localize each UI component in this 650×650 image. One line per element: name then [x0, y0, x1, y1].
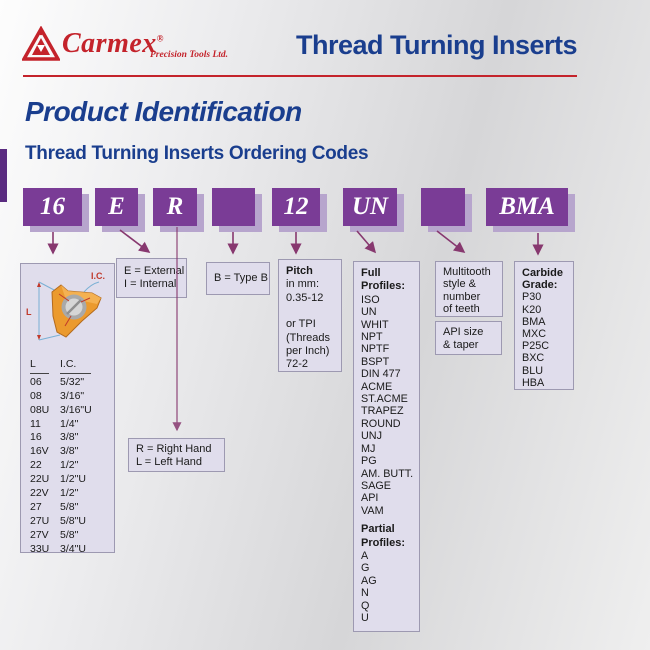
- table-cell: 22V: [30, 487, 49, 500]
- table-cell: 1/2"U: [60, 473, 86, 486]
- list-item: & taper: [443, 339, 479, 352]
- list-item: Q: [361, 599, 370, 612]
- profiles-box: [353, 261, 420, 632]
- list-item: of teeth: [443, 303, 480, 316]
- table-row: [30, 501, 114, 515]
- insert-drawing: [21, 264, 114, 350]
- hand-box: [128, 438, 225, 472]
- code-box-size: 16: [23, 188, 82, 226]
- arrow-external: [120, 230, 149, 252]
- table-cell: 22: [30, 459, 42, 472]
- list-item: [286, 305, 341, 318]
- list-item: E = External: [124, 265, 185, 277]
- code-box-grade: BMA: [486, 188, 568, 226]
- size-table-header: [30, 358, 114, 373]
- table-cell: 1/4": [60, 417, 79, 430]
- table-cell: 22U: [30, 473, 50, 486]
- left-accent-bar: [0, 149, 7, 202]
- list-item: BSPT: [361, 355, 390, 368]
- list-item: P25C: [522, 340, 550, 353]
- list-item: U: [361, 611, 369, 624]
- list-item: R = Right Hand: [136, 443, 212, 455]
- list-item: A: [361, 549, 369, 562]
- external-internal-box: [116, 258, 187, 298]
- table-row: [30, 376, 114, 390]
- list-item: API: [361, 492, 379, 505]
- table-cell: 11: [30, 417, 41, 430]
- list-item: per Inch): [286, 345, 330, 358]
- list-item: UN: [361, 306, 377, 319]
- list-item: I = Internal: [124, 278, 177, 291]
- carbide-grade-list: [522, 291, 573, 389]
- list-item: SAGE: [361, 479, 392, 492]
- table-cell: 1/2": [60, 487, 79, 500]
- table-row: [30, 404, 114, 418]
- table-row: [30, 418, 114, 432]
- list-item: HBA: [522, 376, 545, 389]
- list-item: style &: [443, 278, 477, 291]
- list-item: PG: [361, 455, 377, 468]
- code-box-type: [212, 188, 255, 226]
- col-header-l: L: [30, 358, 49, 373]
- multitooth-box: [435, 261, 503, 317]
- carbide-grade-box: [514, 261, 574, 390]
- table-row: [30, 473, 114, 487]
- list-item: MJ: [361, 442, 376, 455]
- table-row: [30, 543, 114, 557]
- table-row: [30, 459, 114, 473]
- list-item: or TPI: [286, 318, 316, 331]
- section-subtitle: Thread Turning Inserts Ordering Codes: [25, 143, 369, 164]
- partial-profiles-title: Partial Profiles:: [361, 523, 406, 549]
- list-item: ACME: [361, 380, 393, 393]
- list-item: BLU: [522, 364, 544, 377]
- list-item: number: [443, 290, 481, 303]
- registered-mark: ®: [156, 33, 165, 44]
- insert-size-box: [20, 263, 115, 553]
- pitch-title: Pitch: [286, 265, 313, 277]
- table-cell: 3/16"U: [60, 403, 92, 416]
- code-box-hand: R: [153, 188, 197, 226]
- table-cell: 06: [30, 375, 42, 388]
- table-cell: 33U: [30, 542, 50, 555]
- list-item: ISO: [361, 293, 380, 306]
- table-cell: 3/16": [60, 389, 85, 402]
- type-b-box: [206, 262, 270, 295]
- full-profiles-list: [361, 294, 419, 517]
- table-row: [30, 529, 114, 543]
- list-item: (Threads: [286, 331, 331, 344]
- table-row: [30, 431, 114, 445]
- size-table-body: [30, 376, 114, 557]
- pitch-box: [278, 259, 342, 372]
- table-cell: 27U: [30, 514, 50, 527]
- list-item: AG: [361, 574, 377, 587]
- table-row: [30, 515, 114, 529]
- list-item: NPTF: [361, 343, 390, 356]
- size-table: [30, 358, 114, 556]
- list-item: 72-2: [286, 358, 309, 371]
- list-item: MXC: [522, 328, 546, 341]
- table-cell: 1/2": [60, 459, 79, 472]
- table-cell: 08: [30, 389, 42, 402]
- table-cell: 5/8": [60, 500, 79, 513]
- list-item: WHIT: [361, 318, 389, 331]
- list-item: 0.35-12: [286, 291, 324, 304]
- col-header-ic: I.C.: [60, 358, 91, 373]
- table-cell: 3/4"U: [60, 542, 86, 555]
- list-item: ROUND: [361, 417, 401, 430]
- pitch-lines: [286, 278, 341, 371]
- list-item: BXC: [522, 352, 545, 365]
- code-box-external-internal: E: [95, 188, 138, 226]
- code-box-profile: UN: [343, 188, 397, 226]
- list-item: N: [361, 587, 369, 600]
- carbide-grade-title: Carbide Grade:: [522, 267, 563, 292]
- table-cell: 5/8"U: [60, 514, 86, 527]
- table-cell: 5/32": [60, 375, 85, 388]
- list-item: L = Left Hand: [136, 456, 202, 469]
- list-item: VAM: [361, 504, 384, 517]
- table-cell: 3/8": [60, 445, 79, 458]
- table-cell: 08U: [30, 403, 50, 416]
- list-item: BMA: [522, 315, 546, 328]
- table-cell: 27V: [30, 528, 49, 541]
- list-item: API size: [443, 326, 484, 338]
- list-item: in mm:: [286, 278, 319, 291]
- api-size-box: [435, 321, 502, 355]
- table-cell: 5/8": [60, 528, 79, 541]
- table-row: [30, 390, 114, 404]
- page-title: Thread Turning Inserts: [295, 30, 577, 60]
- list-item: Multitooth: [443, 266, 491, 278]
- carmex-triangle-logo-icon: [22, 26, 60, 64]
- header-divider: [23, 75, 577, 77]
- table-cell: 16V: [30, 445, 49, 458]
- code-box-pitch: 12: [272, 188, 320, 226]
- section-title: Product Identification: [25, 96, 302, 127]
- brand-suffix: Precision Tools Ltd.: [150, 50, 229, 60]
- arrow-profiles: [357, 231, 375, 252]
- code-box-multitooth: [421, 188, 465, 226]
- table-cell: 27: [30, 500, 42, 513]
- list-item: AM. BUTT.: [361, 467, 414, 480]
- table-row: [30, 487, 114, 501]
- l-dimension-label: L: [26, 307, 32, 317]
- list-item: P30: [522, 291, 542, 304]
- list-item: B = Type B: [214, 272, 268, 284]
- list-item: G: [361, 562, 370, 575]
- ic-dimension-label: I.C.: [91, 271, 106, 281]
- brand-wordmark: Carmex®: [62, 28, 165, 59]
- list-item: TRAPEZ: [361, 405, 404, 418]
- list-item: NPT: [361, 331, 383, 344]
- list-item: UNJ: [361, 430, 382, 443]
- list-item: K20: [522, 303, 542, 316]
- table-row: [30, 445, 114, 459]
- list-item: ST.ACME: [361, 393, 408, 406]
- full-profiles-title: Full Profiles:: [361, 267, 406, 293]
- table-cell: 16: [30, 431, 42, 444]
- list-item: DIN 477: [361, 368, 401, 381]
- partial-profiles-list: [361, 550, 419, 624]
- arrow-multitooth: [437, 231, 464, 252]
- table-cell: 3/8": [60, 431, 79, 444]
